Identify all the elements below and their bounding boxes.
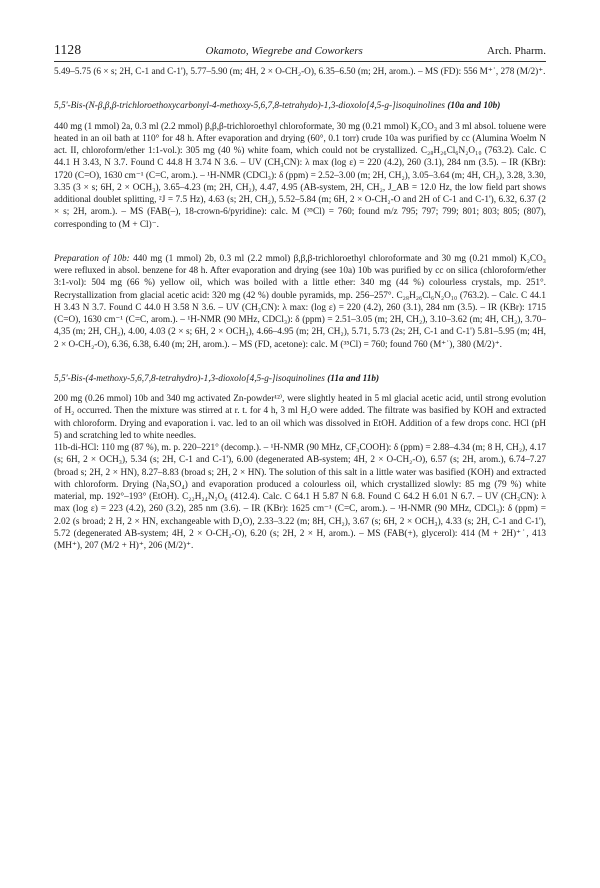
section-title-compounds: (11a and 11b) xyxy=(327,373,380,384)
paragraph-10a: 440 mg (1 mmol) 2a, 0.3 ml (2.2 mmol) β,β,β-trichloroethyl chloroformate, 30 mg (0.21 mmol) K₂CO₃ and 3 ml absol. toluene were heated in an oil bath at 110° for 48 h. After evaporation and drying (60°, 0.1 torr) crude 10a was purified by cc (Alumina Woelm N act. II, chloroform/ether 1:1-vol.): 305 mg (40 %) white foam, which could not be crystallized. C₂₈H₂₆Cl₆N₂O₁₀ (763.2). Calc. C 44.1 H 3.43, N 3.7. Found C 44.8 H 3.74 N 3.6. – UV (CH₃CN): λ max (log ε) = 220 (4.2), 260 (3.1), 284 nm (3.5). – IR (KBr): 1720 (C=O), 1630 cm⁻¹ (C=C, arom.). – ¹H-NMR (CDCl₃): δ (ppm) = 2.52–3.00 (m; 2H, CH₂), 3.05–3.64 (m; 4H, CH₂), 3.28, 3.30, 3.35 (3 × s; 6H, 2 × OCH₃), 3.65–4.23 (m; 2H, CH₂), 4.47, 4.95 (AB-system, 2H, CH₂, J_AB = 12.0 Hz, the low field part shows additional doublet splitting, ²J = 7.5 Hz), 4.63 (s; 2H, CH₂), 5.52–5.84 (m; 6H, 2 × O-CH₂-O and 2H of C-1 and C-1'), 6.32, 6.37 (2 × s; 2H, arom.). – MS (FAB(–), 18-crown-6/pyridine): calc. M (³⁵Cl) = 760; found m/z 795; 797; 799; 801; 803; 805; (807), corresponding to (M + Cl)⁻. xyxy=(54,121,546,230)
continued-paragraph: 5.49–5.75 (6 × s; 2H, C-1 and C-1'), 5.77–5.90 (m; 4H, 2 × O-CH₂-O), 6.35–6.50 (m; 2H, arom.). – MS (FD): 556 M⁺˙, 278 (M/2)⁺. xyxy=(54,67,546,77)
page-header xyxy=(54,42,546,62)
paragraph-10b xyxy=(54,253,546,351)
preparation-label: Preparation of 10b: xyxy=(54,253,130,264)
preparation-text: 440 mg (1 mmol) 2b, 0.3 ml (2.2 mmol) β,β,β-trichloroethyl chloroformate and 30 mg (0.21 mmol) K₂CO₃ were refluxed in absol. benzene for 48 h. After evaporation and drying (see 10a) 10b was purified by cc on silica (chloroform/ether 3:1-vol): 504 mg (66 %) yellow oil, which was boiled with a little ether: 340 mg (44 %) colourless crystals, mp. 251°. Recrystallization from glacial acetic acid: 320 mg (42 %) double pyramids, mp. 256–257°. C₂₈H₂₆Cl₆N₂O₁₀ (763.2). – Calc. C 44.1 H 3.43 N 3.7. Found C 44.0 H 3.58 N 3.6. – UV (CH₃CN): λ max: (log ε) = 220 (4.2), 260 (3.1), 284 nm (3.5). – IR (KBr): 1715 (C=O), 1630 cm⁻¹ (C=C, arom.). – ¹H-NMR (90 MHz, CDCl₃): δ (ppm) = 2.51–3.05 (m; 2H, CH₂), 3.10–3.62 (m; 4H, CH₂), 3.70–4,35 (m; 2H, CH₂), 4.00, 4.03 (2 × s; 6H, 2 × OCH₃), 4.66–4.95 (m; 2H, CH₂), 5.71, 5.73 (2s; 2H, C-1 and C-1') 5.81–5.95 (m; 4H, 2 × O-CH₂-O), 6.36, 6.38, 6.40 (m; 2H, arom.). – MS (FD, acetone): calc. M (³⁵Cl) = 760; found 760 (M⁺˙), 380 (M/2)⁺. xyxy=(54,253,546,350)
section-title-text: 5,5'-Bis-(N-β,β,β-trichloroethoxycarbonyl-4-methoxy-5,6,7,8-tetrahydo)-1,3-dioxolo[4,5-g-]isoquinolines xyxy=(54,101,446,112)
paragraph-11-method: 200 mg (0.26 mmol) 10b and 340 mg activated Zn-powder¹²⁾, were slightly heated in 5 ml glacial acetic acid, until strong evolution of H₂ occurred. Then the mixture was stirred at r. t. for 4 h, 3 ml H₂O were added. The filtrate was basified by KOH and extracted with chloroform. Drying and evaporation i. vac. led to an oil which was dissolved in EtOH. Addition of a few drops conc. HCl (pH 5) and scratching led to white needles. xyxy=(54,394,546,441)
section-title-text: 5,5'-Bis-(4-methoxy-5,6,7,8-tetrahydro)-1,3-dioxolo[4,5-g-]isoquinolines xyxy=(54,373,325,384)
paragraph-11b-data: 11b-di-HCl: 110 mg (87 %), m. p. 220–221° (decomp.). – ¹H-NMR (90 MHz, CF₃COOH): δ (ppm) = 2.88–4.34 (m; 8 H, CH₂), 4.17 (s; 6H, 2 × OCH₃), 5.34 (s; 2H, C-1 and C-1'), 6.00 (degenerated AB-system; 4H, 2 × O-CH₂-O), 6.57 (s; 2H, arom.), 6.74–7.27 (broad s; 2H, 2 × HN), 8.27–8.83 (broad s; 2H, 2 × HN). The solution of this salt in a little water was basified (KOH) and extracted with chloroform. Drying (Na₂SO₄) and evaporation produced a colourless oil, which crystallized slowly: 85 mg (79 %) white material, mp. 192°–193° (EtOH). C₂₂H₂₄N₂O₆ (412.4). Calc. C 64.1 H 5.87 N 6.8. Found C 64.2 H 6.01 N 6.7. – UV (CH₃CN): λ max (log ε) = 223 (4.2), 260 (3.2), 285 nm (3.6). – IR (KBr): 1625 cm⁻¹ (C=C, arom.). – ¹H-NMR (90 MHz, CDCl₃): δ (ppm) = 2.02 (s broad; 2 H, 2 × HN, exchangeable with D₂O), 2.33–3.22 (m; 8H, CH₂), 3.67 (s; 6H, 2 × OCH₃), 4.33 (s; 2H, C-1 and C-1'), 5.72 (degenerated AB-system; 4H, 2 × O-CH₂-O), 6.20 (s; 2H, 2 × H, arom.). – MS (FAB(+), glycerol): 414 (M + 2H)⁺˙, 413 (MH⁺), 207 (M/2 + H)⁺, 206 (M/2)⁺. xyxy=(54,443,546,551)
section-title-11 xyxy=(54,373,546,385)
page xyxy=(54,42,546,552)
journal-name: Arch. Pharm. xyxy=(487,45,546,57)
section-title-compounds: (10a and 10b) xyxy=(447,101,501,112)
running-title: Okamoto, Wiegrebe and Coworkers xyxy=(205,45,363,57)
page-number: 1128 xyxy=(54,42,82,57)
section-title-10 xyxy=(54,100,546,112)
